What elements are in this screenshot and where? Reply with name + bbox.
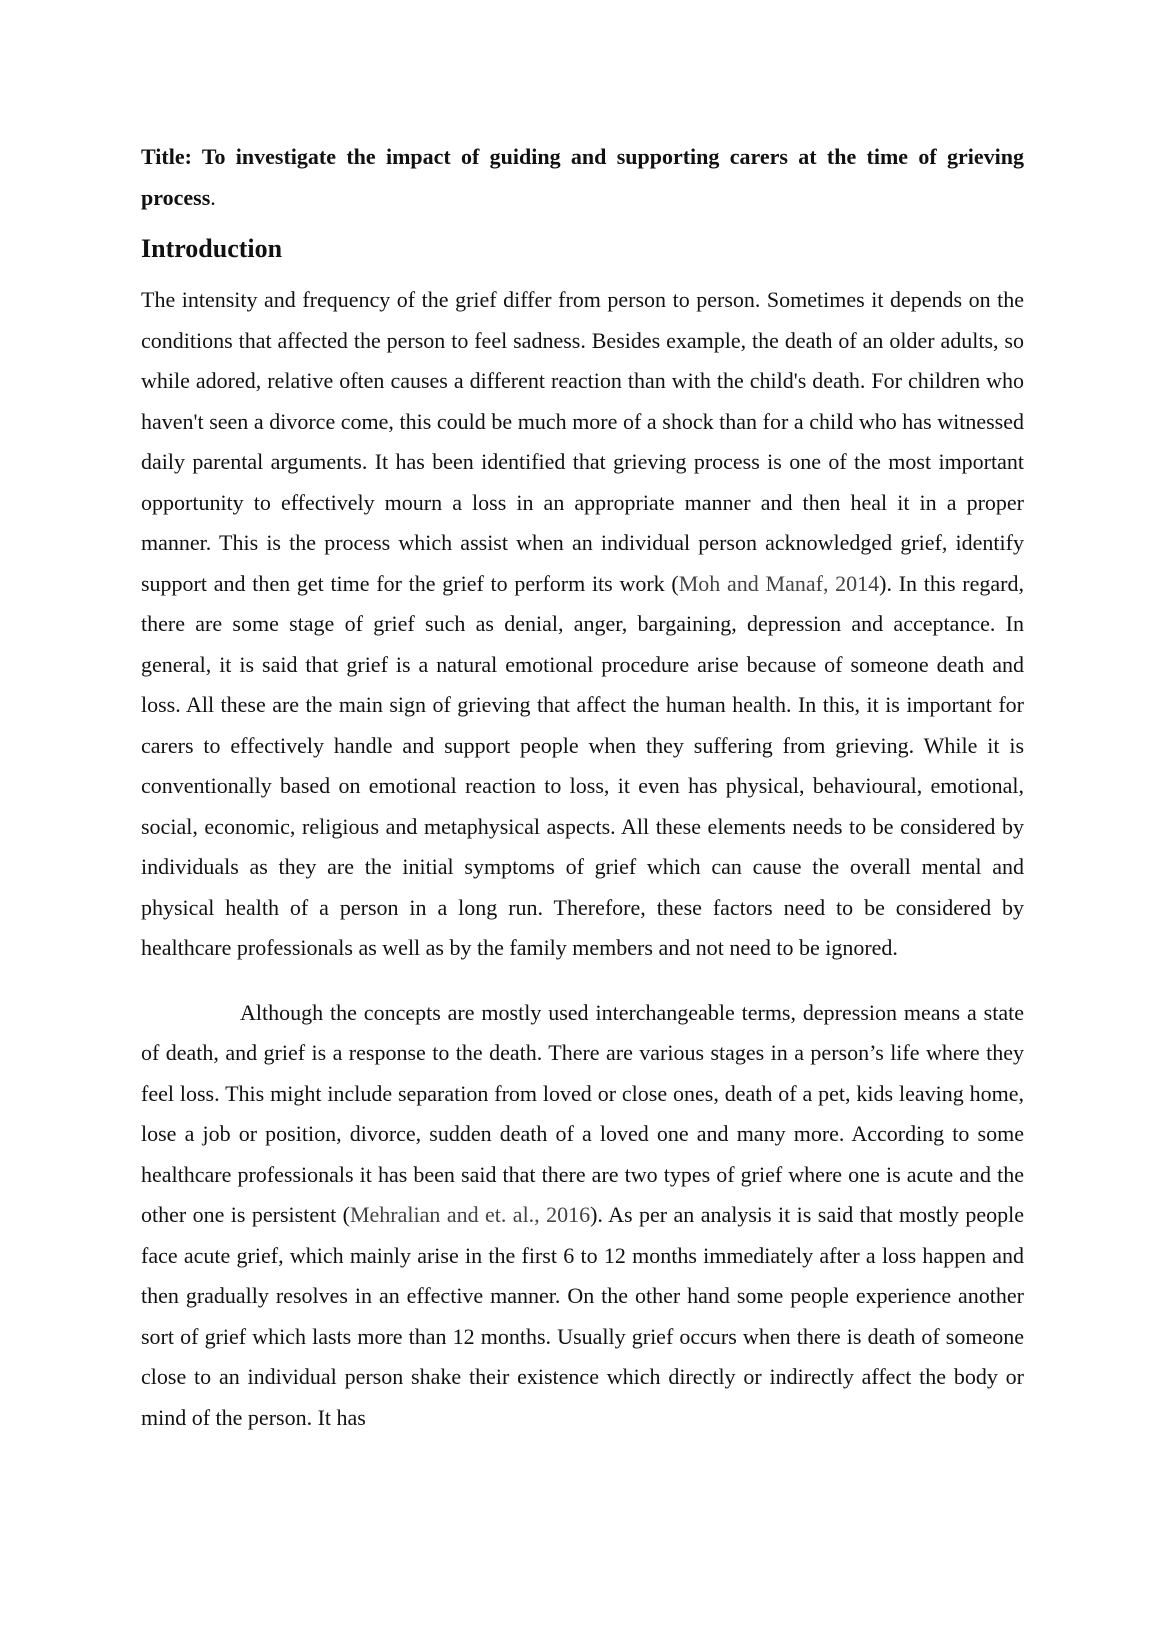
citation-mehralian: Mehralian and et. al., 2016 <box>349 1202 591 1227</box>
paragraph-1-text-end: ). In this regard, there are some stage of grief such as denial, anger, bargaining, depression and acceptance. In general, it is said that grief is a natural emotional procedure arise because of someone death and loss. All these are the main sign of grieving that affect the human health. In this, it is important for carers to effectively handle and support people when they suffering from grieving. While it is conventionally based on emotional reaction to loss, it even has physical, behavioural, emotional, social, economic, religious and metaphysical aspects. All these elements needs to be considered by individuals as they are the initial symptoms of grief which can cause the overall mental and physical health of a person in a long run. Therefore, these factors need to be considered by healthcare professionals as well as by the family members and not need to be ignored. <box>141 570 1024 960</box>
document-page <box>141 136 1024 1438</box>
paragraph-1 <box>141 280 1024 969</box>
paragraph-2 <box>141 993 1024 1439</box>
citation-moh-manaf: Moh and Manaf, 2014 <box>678 570 880 596</box>
paragraph-1-text-start: The intensity and frequency of the grief differ from person to person. Sometimes it depends on the conditions that affected the person to feel sadness. Besides example, the death of an older adults, so while adored, relative often causes a different reaction than with the child's death. For children who haven't seen a divorce come, this could be much more of a shock than for a child who has witnessed daily parental arguments. It has been identified that grieving process is one of the most important opportunity to effectively mourn a loss in an appropriate manner and then heal it in a proper manner. This is the process which assist when an individual person acknowledged grief, identify support and then get time for the grief to perform its work ( <box>141 287 1024 596</box>
paragraph-2-text-end: ). As per an analysis it is said that mostly people face acute grief, which mainly arise in the first 6 to 12 months immediately after a loss happen and then gradually resolves in an effective manner. On the other hand some people experience another sort of grief which lasts more than 12 months. Usually grief occurs when there is death of someone close to an individual person shake their existence which directly or indirectly affect the body or mind of the person. It has <box>141 1202 1024 1430</box>
title-period: . <box>210 185 216 210</box>
document-title <box>141 136 1024 218</box>
paragraph-2-text-start: Although the concepts are mostly used interchangeable terms, depression means a state of death, and grief is a response to the death. There are various stages in a person’s life where they feel loss. This might include separation from loved or close ones, death of a pet, kids leaving home, lose a job or position, divorce, sudden death of a loved one and many more. According to some healthcare professionals it has been said that there are two types of grief where one is acute and the other one is persistent ( <box>141 999 1024 1227</box>
section-heading-introduction: Introduction <box>141 234 283 263</box>
title-text: Title: To investigate the impact of guiding and supporting carers at the time of grieving process <box>141 144 1024 210</box>
